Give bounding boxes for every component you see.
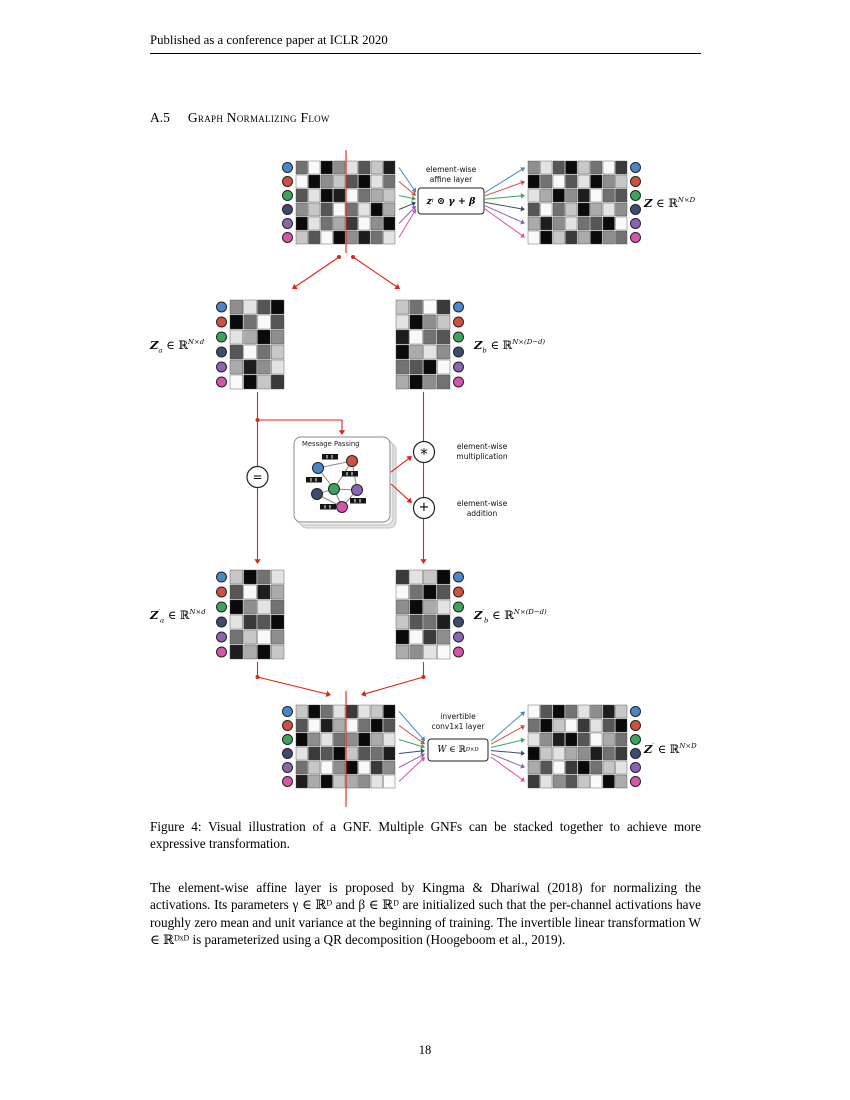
node-circle	[631, 749, 641, 759]
node-circle	[454, 317, 464, 327]
node-circle	[283, 191, 293, 201]
add-label: element-wise addition	[456, 499, 508, 518]
feature-bar	[342, 471, 358, 477]
node-circle	[217, 362, 227, 372]
label-z-a-prime: $Z'_a$ ∈ ℝ$^{N\times d}$	[150, 608, 206, 625]
running-header: Published as a conference paper at ICLR 2020	[150, 33, 388, 47]
node-circle	[454, 332, 464, 342]
node-circle	[283, 735, 293, 745]
matrix-z_a_prime	[217, 570, 285, 659]
node-circle	[454, 572, 464, 582]
node-circle	[283, 777, 293, 787]
node-circle	[283, 163, 293, 173]
matrix-z_b	[396, 300, 464, 389]
node-circle	[631, 763, 641, 773]
node-circle	[217, 572, 227, 582]
mp-node-circle	[347, 456, 358, 467]
node-circle	[631, 735, 641, 745]
section-number: A.5	[150, 110, 170, 125]
node-circle	[631, 777, 641, 787]
figure-caption: Figure 4: Visual illustration of a GNF. Multiple GNFs can be stacked together to achieve more expressive transformation.	[150, 819, 701, 852]
matrix-bottom_right	[528, 705, 641, 788]
node-circle	[283, 219, 293, 229]
label-z-b-prime: $Z'_b$ ∈ ℝ$^{N\times(D-d)}$	[474, 608, 547, 625]
node-circle	[217, 332, 227, 342]
node-circle	[283, 721, 293, 731]
node-circle	[631, 233, 641, 243]
node-circle	[454, 632, 464, 642]
matrix-z_a	[217, 300, 285, 389]
node-circle	[217, 602, 227, 612]
node-circle	[217, 347, 227, 357]
node-circle	[631, 205, 641, 215]
mult-label: element-wise multiplication	[456, 442, 508, 461]
plus-sign: +	[418, 500, 430, 515]
feature-bar	[322, 454, 338, 460]
equals-sign: =	[252, 470, 263, 484]
affine-layer-label: element-wise affine layer	[425, 165, 477, 184]
node-circle	[217, 647, 227, 657]
conv-layer-label: invertible conv1x1 layer	[431, 712, 485, 731]
node-circle	[283, 749, 293, 759]
node-circle	[217, 632, 227, 642]
node-circle	[631, 177, 641, 187]
matrix-top_right	[528, 161, 641, 244]
node-circle	[631, 163, 641, 173]
mp-node-circle	[312, 489, 323, 500]
label-z-a: $Z_a$ ∈ ℝ$^{N\times d}$	[150, 338, 205, 355]
feature-bar	[306, 477, 322, 483]
node-circle	[283, 707, 293, 717]
mp-node-circle	[352, 485, 363, 496]
node-circle	[283, 177, 293, 187]
label-z-b: $Z_b$ ∈ ℝ$^{N\times(D-d)}$	[474, 338, 546, 355]
node-circle	[631, 721, 641, 731]
mp-node-circle	[337, 502, 348, 513]
node-circle	[217, 617, 227, 627]
node-circle	[217, 587, 227, 597]
label-z-prime: Z′ ∈ ℝ$^{N\times D}$	[644, 742, 697, 756]
node-circle	[631, 219, 641, 229]
mp-node-circle	[329, 484, 340, 495]
node-circle	[283, 205, 293, 215]
node-circle	[454, 602, 464, 612]
affine-box-formula: z i ⊙ γ + β	[426, 195, 476, 207]
node-circle	[217, 317, 227, 327]
node-circle	[217, 302, 227, 312]
node-circle	[631, 191, 641, 201]
message-passing-label: Message Passing	[302, 440, 360, 448]
feature-bar	[350, 498, 366, 504]
node-circle	[454, 362, 464, 372]
node-circle	[283, 233, 293, 243]
node-circle	[454, 587, 464, 597]
mp-node-circle	[313, 463, 324, 474]
node-circle	[454, 617, 464, 627]
node-circle	[454, 347, 464, 357]
page-number: 18	[418, 1043, 432, 1057]
feature-bar	[320, 504, 336, 510]
multiply-sign: *	[420, 445, 428, 463]
node-circle	[454, 302, 464, 312]
node-circle	[217, 377, 227, 387]
matrix-z_b_prime	[396, 570, 464, 659]
node-circle	[283, 763, 293, 773]
label-z-out: Z ∈ ℝ$^{N\times D}$	[644, 196, 696, 210]
matrix-bottom_left	[283, 705, 396, 788]
section-title: Graph Normalizing Flow	[187, 110, 330, 125]
node-circle	[631, 707, 641, 717]
node-circle	[454, 647, 464, 657]
conv-box-formula: W ∈ ℝ D×D	[437, 745, 479, 755]
node-circle	[454, 377, 464, 387]
matrix-top_left	[283, 161, 396, 244]
body-paragraph: The element-wise affine layer is proposed by Kingma & Dhariwal (2018) for normalizing the activations. Its parameters γ ∈ ℝᴰ and β ∈ ℝᴰ are initialized such that the per-channel activations have roughly zero mean and unit variance at the beginning of training. The invertible linear transformation W ∈ ℝᴰˣᴰ is parameterized using a QR decomposition (Hoogeboom et al., 2019).	[150, 880, 701, 948]
